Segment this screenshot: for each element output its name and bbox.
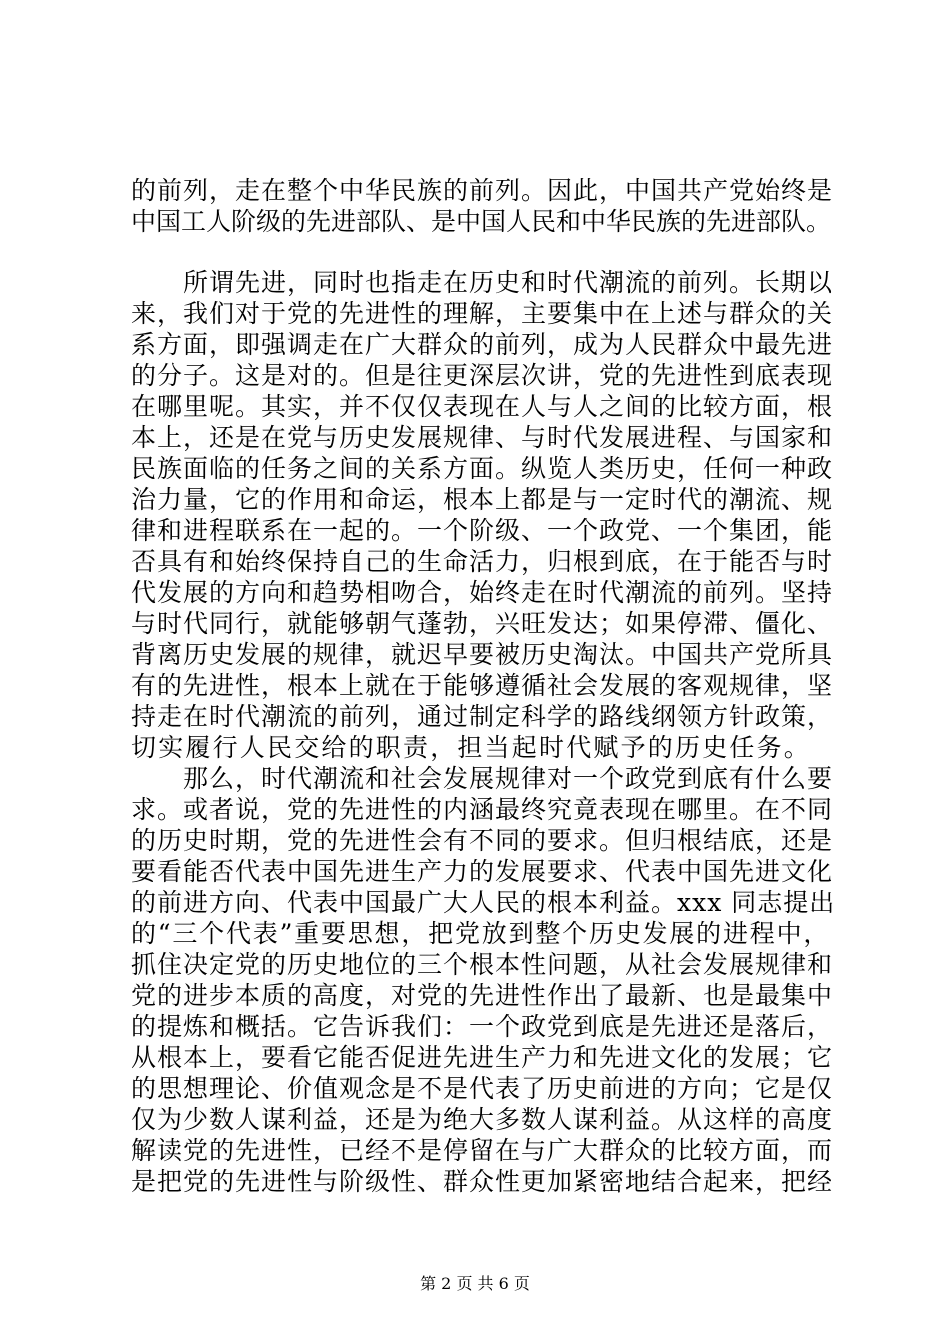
text-line: 党的进步本质的高度，对党的先进性作出了最新、也是最集中 xyxy=(131,981,834,1010)
text-line: 仅为少数人谋利益，还是为绝大多数人谋利益。从这样的高度 xyxy=(131,1105,834,1134)
text-line: 切实履行人民交给的职责，担当起时代赋予的历史任务。 xyxy=(131,733,812,762)
text-line: 从根本上，要看它能否促进先进生产力和先进文化的发展；它 xyxy=(131,1043,834,1072)
text-line: 的“三个代表”重要思想，把党放到整个历史发展的进程中， xyxy=(131,919,831,948)
text-line: 求。或者说，党的先进性的内涵最终究竟表现在哪里。在不同 xyxy=(131,795,834,824)
text-line: 的前进方向、代表中国最广大人民的根本利益。xxx 同志提出 xyxy=(131,888,836,917)
text-line: 是把党的先进性与阶级性、群众性更加紧密地结合起来，把经 xyxy=(131,1167,834,1196)
text-line: 民族面临的任务之间的关系方面。纵览人类历史，任何一种政 xyxy=(131,454,834,483)
text-line: 律和进程联系在一起的。一个阶级、一个政党、一个集团，能 xyxy=(131,516,834,545)
text-line: 代发展的方向和趋势相吻合，始终走在时代潮流的前列。坚持 xyxy=(131,578,834,607)
paragraph-start-line: 所谓先进，同时也指走在历史和时代潮流的前列。长期以 xyxy=(183,268,834,297)
text-line: 抓住决定党的历史地位的三个根本性问题，从社会发展规律和 xyxy=(131,950,834,979)
text-line: 来，我们对于党的先进性的理解，主要集中在上述与群众的关 xyxy=(131,299,834,328)
text-line: 否具有和始终保持自己的生命活力，归根到底，在于能否与时 xyxy=(131,547,834,576)
text-line: 有的先进性，根本上就在于能够遵循社会发展的客观规律，坚 xyxy=(131,671,834,700)
text-line: 中国工人阶级的先进部队、是中国人民和中华民族的先进部队。 xyxy=(131,207,832,236)
text-line: 背离历史发展的规律，就迟早要被历史淘汰。中国共产党所具 xyxy=(131,640,834,669)
text-line: 治力量，它的作用和命运，根本上都是与一定时代的潮流、规 xyxy=(131,485,834,514)
text-line: 的分子。这是对的。但是往更深层次讲，党的先进性到底表现 xyxy=(131,361,834,390)
text-line: 解读党的先进性，已经不是停留在与广大群众的比较方面，而 xyxy=(131,1136,834,1165)
text-line: 的前列，走在整个中华民族的前列。因此，中国共产党始终是 xyxy=(131,176,834,205)
page-number-footer: 第 2 页 共 6 页 xyxy=(420,1274,530,1293)
text-line: 持走在时代潮流的前列，通过制定科学的路线纲领方针政策， xyxy=(131,702,834,731)
text-line: 的历史时期，党的先进性会有不同的要求。但归根结底，还是 xyxy=(131,826,834,855)
text-line: 本上，还是在党与历史发展规律、与时代发展进程、与国家和 xyxy=(131,423,834,452)
text-line: 在哪里呢。其实，并不仅仅表现在人与人之间的比较方面，根 xyxy=(131,392,834,421)
text-line: 系方面，即强调走在广大群众的前列，成为人民群众中最先进 xyxy=(131,330,834,359)
text-line: 的提炼和概括。它告诉我们：一个政党到底是先进还是落后， xyxy=(131,1012,834,1041)
text-line: 要看能否代表中国先进生产力的发展要求、代表中国先进文化 xyxy=(131,857,834,886)
text-line: 与时代同行，就能够朝气蓬勃，兴旺发达；如果停滞、僵化、 xyxy=(131,609,834,638)
text-line: 的思想理论、价值观念是不是代表了历史前进的方向；它是仅 xyxy=(131,1074,834,1103)
paragraph-start-line: 那么，时代潮流和社会发展规律对一个政党到底有什么要 xyxy=(183,764,834,793)
